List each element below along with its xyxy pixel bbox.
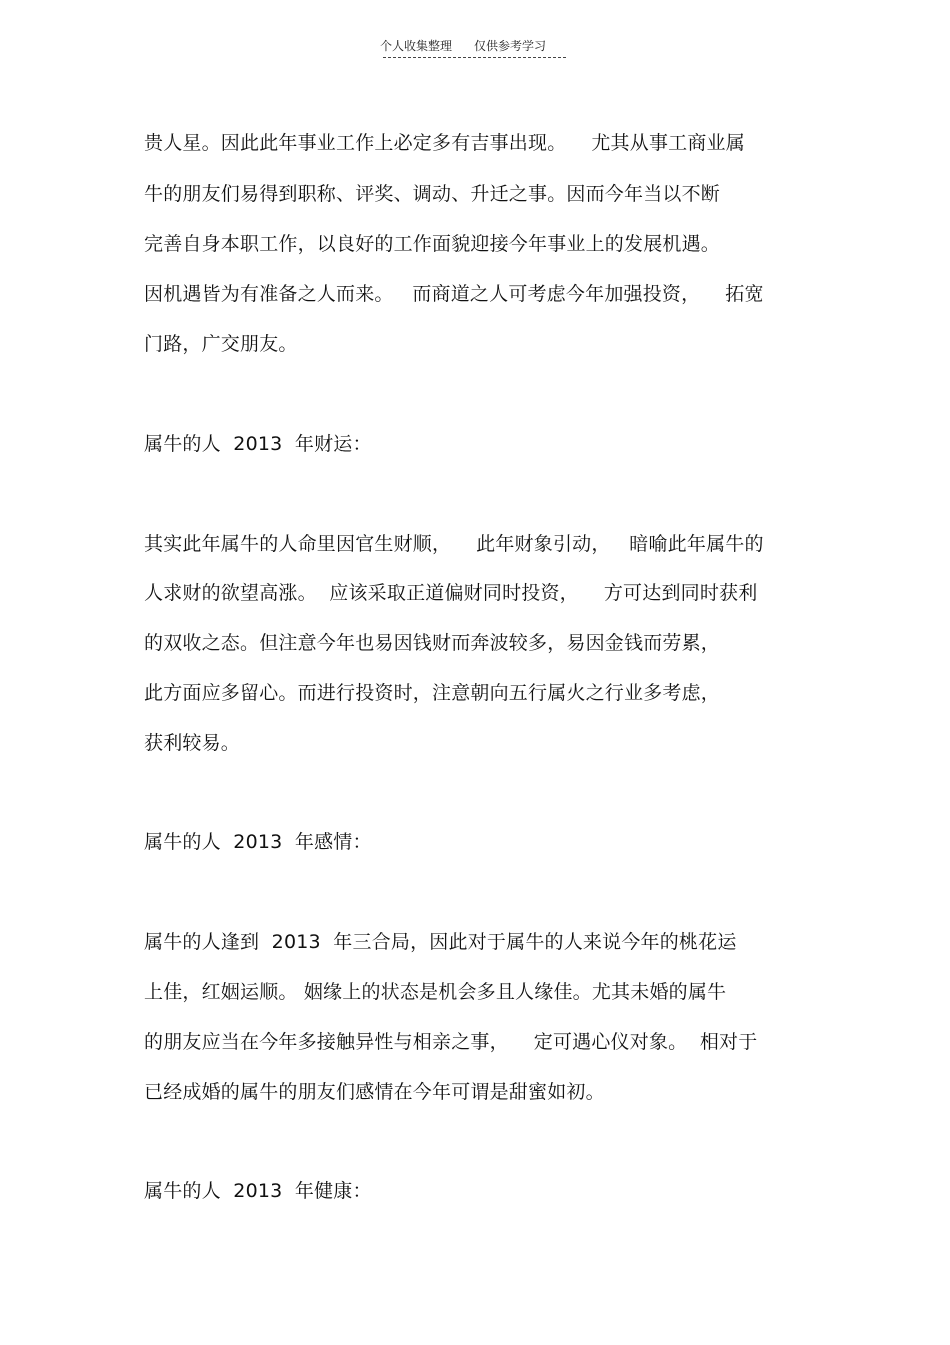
- section-heading-wealth: 属牛的人 2013 年财运：: [144, 433, 372, 455]
- header-dashed-rule: [383, 57, 566, 58]
- body-line-9: 此方面应多留心。而进行投资时，注意朝向五行属火之行业多考虑，: [144, 682, 721, 704]
- body-line-5: 门路，广交朋友。: [144, 333, 298, 355]
- body-line-8: 的双收之态。但注意今年也易因钱财而奔波较多，易因金钱而劳累，: [144, 632, 721, 654]
- body-line-13: 的朋友应当在今年多接触异性与相亲之事， 定可遇心仪对象。 相对于: [144, 1031, 758, 1053]
- body-line-2: 牛的朋友们易得到职称、评奖、调动、升迁之事。因而今年当以不断: [144, 183, 721, 205]
- section-heading-love: 属牛的人 2013 年感情：: [144, 831, 372, 853]
- body-line-4: 因机遇皆为有准备之人而来。 而商道之人可考虑今年加强投资， 拓宽: [144, 283, 764, 305]
- page-header: [380, 38, 570, 54]
- body-line-1: 贵人星。因此此年事业工作上必定多有吉事出现。 尤其从事工商业属: [144, 132, 745, 154]
- header-left-text: 个人收集整理: [380, 39, 453, 53]
- body-line-6: 其实此年属牛的人命里因官生财顺， 此年财象引动， 暗喻此年属牛的: [144, 533, 764, 555]
- body-line-10: 获利较易。: [144, 732, 241, 754]
- body-line-12: 上佳，红姻运顺。 姻缘上的状态是机会多且人缘佳。尤其未婚的属牛: [144, 981, 727, 1003]
- body-line-3: 完善自身本职工作，以良好的工作面貌迎接今年事业上的发展机遇。: [144, 233, 721, 255]
- body-line-14: 已经成婚的属牛的朋友们感情在今年可谓是甜蜜如初。: [144, 1081, 605, 1103]
- header-right-text: 仅供参考学习: [474, 39, 547, 53]
- body-line-7: 人求财的欲望高涨。 应该采取正道偏财同时投资， 方可达到同时获利: [144, 582, 758, 604]
- section-heading-health: 属牛的人 2013 年健康：: [144, 1180, 372, 1202]
- body-line-11: 属牛的人逢到 2013 年三合局，因此对于属牛的人来说今年的桃花运: [144, 931, 737, 953]
